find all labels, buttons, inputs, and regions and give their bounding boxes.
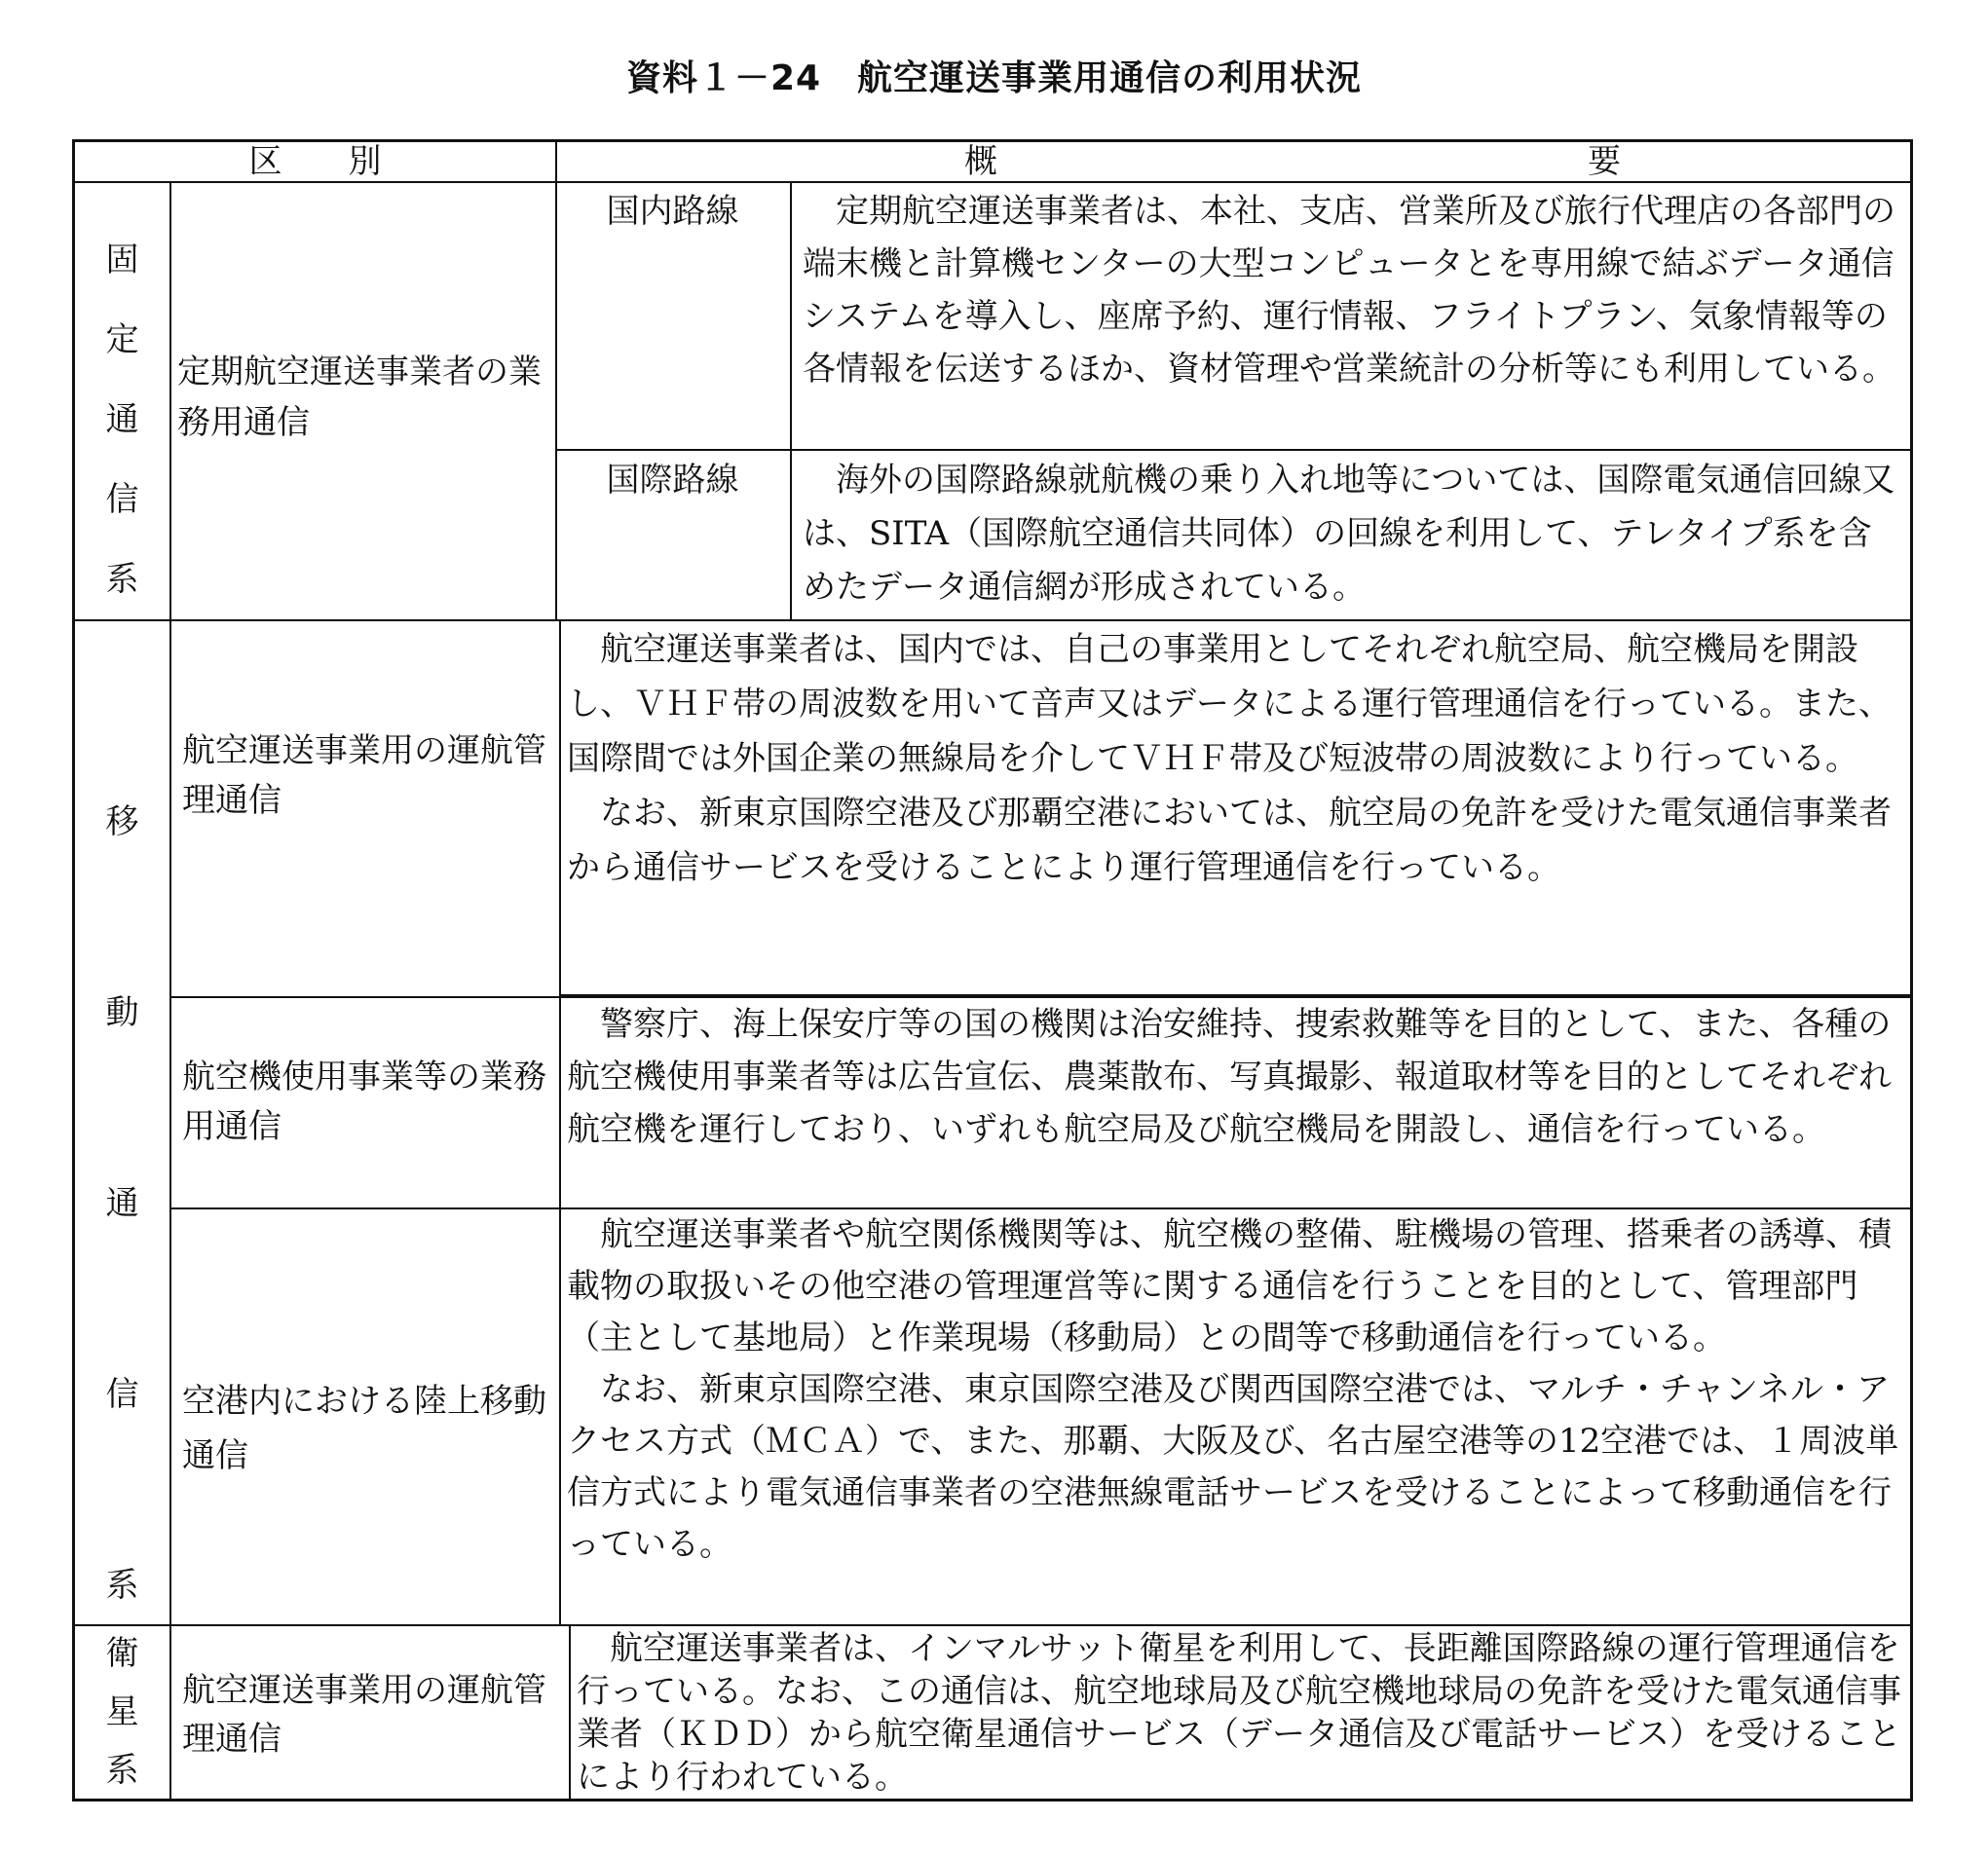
mobile-text-operations: 航空運送事業者は、国内では、自己の事業用としてそれぞれ航空局、航空機局を開設し、ＶＨＦ帯の周波数を用いて音声又はデータによる運行管理通信を行っている。また、国際間では外国企業の無線局を介してＶＨＦ帯及び短波帯の周波数により行っている。 なお、新東京国際空港及び那覇空港においては、航空局の免許を受けた電気通信事業者から通信サービスを受けることにより運行管理通信を行っている。 (567, 630, 1892, 887)
satellite-label: 航空運送事業用の運航管理通信 (182, 1671, 546, 1759)
satellite-text: 航空運送事業者は、インマルサット衛星を利用して、長距離国際路線の運行管理通信を行っている。なお、この通信は、航空地球局及び航空機地球局の免許を受けた電気通信事業者（ＫＤＤ）から航空衛星通信サービス（データ通信及び電話サービス）を受けることにより行われている。 (577, 1629, 1901, 1797)
header-category: 区 別 (248, 142, 382, 181)
international-label: 国際路線 (606, 461, 739, 500)
category-mobile: 移 動 通 信 系 (105, 802, 139, 1605)
mobile-text-aerial-work: 警察庁、海上保安庁等の国の機関は治安維持、捜索救難等を目的として、また、各種の航空機使用事業者等は広告宣伝、農薬散布、写真撮影、報道取材等を目的としてそれぞれ航空機を運行しており、いずれも航空局及び航空機局を開設し、通信を行っている。 (567, 1005, 1892, 1149)
page-title: 資料１－24 航空運送事業用通信の利用状況 (625, 58, 1363, 98)
header-summary-b: 要 (1588, 142, 1621, 181)
header-summary-a: 概 (964, 142, 997, 181)
mobile-label-operations: 航空運送事業用の運航管理通信 (182, 731, 546, 820)
fixed-subcategory: 定期航空運送事業者の業務用通信 (177, 353, 542, 442)
international-text: 海外の国際路線就航機の乗り入れ地等については、国際電気通信回線又は、SITA（国際航空通信共同体）の回線を利用して、テレタイプ系を含めたデータ通信網が形成されている。 (803, 461, 1895, 607)
category-fixed: 固 定 通 信 系 (105, 241, 139, 599)
domestic-text: 定期航空運送事業者は、本社、支店、営業所及び旅行代理店の各部門の端末機と計算機センターの大型コンピュータとを専用線で結ぶデータ通信システムを導入し、座席予約、運行情報、フライトプラン、気象情報等の各情報を伝送するほか、資材管理や営業統計の分析等にも利用している。 (803, 192, 1895, 389)
mobile-text-airport: 航空運送事業者や航空関係機関等は、航空機の整備、駐機場の管理、搭乗者の誘導、積載物の取扱いその他空港の管理運営等に関する通信を行うことを目的として、管理部門（主として基地局）と作業現場（移動局）との間等で移動通信を行っている。 なお、新東京国際空港、東京国際空港及び関西国際空港では、マルチ・チャンネル・アクセス方式（ＭＣＡ）で、また、那覇、大阪及び、名古屋空港等の12空港では、１周波単信方式により電気通信事業者の空港無線電話サービスを受けることによって移動通信を行っている。 (567, 1215, 1899, 1564)
category-satellite: 衛 星 系 (105, 1634, 139, 1790)
mobile-label-aerial-work: 航空機使用事業等の業務用通信 (182, 1058, 546, 1146)
domestic-label: 国内路線 (606, 192, 739, 231)
usage-table (72, 139, 1913, 1801)
mobile-label-airport: 空港内における陸上移動通信 (182, 1382, 546, 1475)
